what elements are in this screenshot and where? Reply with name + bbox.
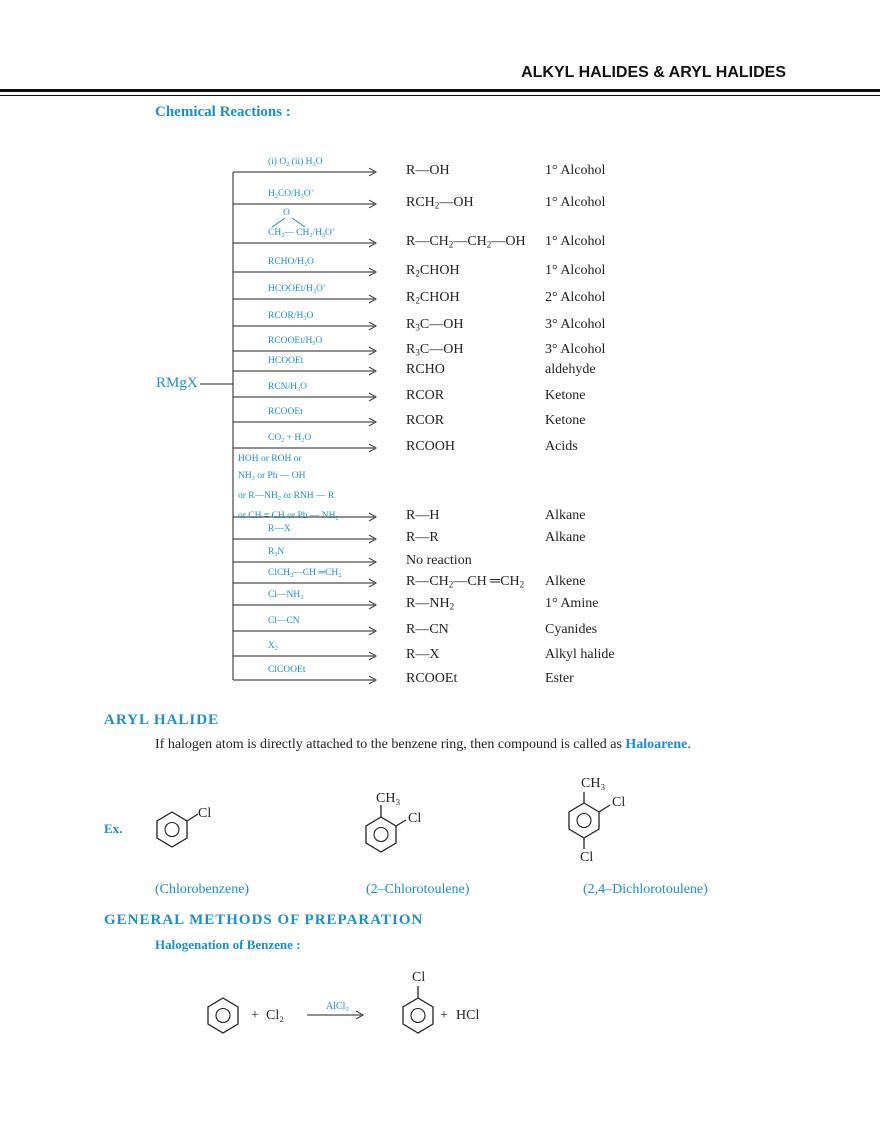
product-class: Alkyl halide [545, 647, 615, 662]
aryl-halide-heading: ARYL HALIDE [104, 712, 220, 728]
halogenation-reaction [0, 960, 880, 1040]
reaction-product: $R—NH_2$ [406, 596, 455, 612]
product-class: aldehyde [545, 362, 596, 377]
aryl-halide-structures [0, 760, 880, 870]
definition-text: If halogen atom is directly attached to the benzene ring, then compound is called as [155, 737, 626, 752]
definition-end: . [687, 737, 691, 752]
halogenation-subheading: Halogenation of Benzene : [155, 937, 301, 952]
reaction-reagent: HCOOEt/$H_3O^+$ [268, 284, 327, 295]
benzene-reactant-structure [208, 998, 238, 1033]
reaction-product: $RCH_2—OH$ [406, 195, 474, 211]
reaction-product: $R_2CHOH$ [406, 290, 460, 306]
reaction-reagent: (i) $O_2$ (ii) $H_3O$ [268, 157, 323, 168]
reaction-reagent: HOH or ROH or $NH_3$ or Ph — OH or $R—NH_2$ or RNH — R or CH ≡ CH or Ph — $NH_2$ [238, 454, 339, 522]
dichlorotoluene-cl-label-2: Cl [580, 850, 594, 865]
chlorotoluene-cl-label: Cl [408, 811, 422, 826]
reaction-reagent: RCN/$H_3O$ [268, 382, 307, 393]
chlorobenzene-cl-label: Cl [198, 806, 212, 821]
reaction-product: R—CN [406, 622, 449, 637]
reaction-reagent: RCHO/$H_3O$ [268, 257, 314, 268]
product-class: Alkane [545, 508, 586, 523]
product-class: 1° Alcohol [545, 234, 606, 249]
product-class: 3° Alcohol [545, 342, 606, 357]
reaction-reagent: $CO_2 + H_2O$ [268, 433, 312, 444]
product-cl-label: Cl [412, 970, 426, 985]
plus-sign-1: + [251, 1008, 259, 1023]
example-name-1: (Chlorobenzene) [155, 882, 250, 897]
reaction-product: RCOOH [406, 439, 456, 454]
reaction-product: RCOR [406, 388, 445, 403]
product-class: 3° Alcohol [545, 317, 606, 332]
product-class: 1° Alcohol [545, 195, 606, 210]
chlorotoluene-structure [366, 791, 421, 852]
product-class: Cyanides [545, 622, 598, 637]
dichlorotoluene-cl-label-1: Cl [612, 795, 626, 810]
product-class: Alkane [545, 530, 586, 545]
reaction-product: No reaction [406, 553, 472, 568]
reaction-product: RCOOEt [406, 671, 458, 686]
reaction-product: RCOR [406, 413, 445, 428]
reaction-product: R—X [406, 647, 440, 662]
reaction-reagent: $H_2CO/H_3O^+$ [268, 189, 315, 200]
reaction-reagent: $X_2$ [268, 641, 278, 652]
product-class: Ketone [545, 388, 586, 403]
reaction-product: $R—CH_2—CH$ $═CH_2$ [406, 574, 525, 590]
catalyst-label: AlCl₃ [326, 1001, 349, 1012]
epoxide-bonds [272, 218, 305, 227]
product-class: 1° Alcohol [545, 263, 606, 278]
reaction-product: $R_2CHOH$ [406, 263, 460, 279]
reaction-reagent: RCOR/$H_3O$ [268, 311, 314, 322]
general-methods-heading: GENERAL METHODS OF PREPARATION [104, 912, 424, 928]
example-name-3: (2,4–Dichlorotoulene) [583, 882, 708, 897]
reagent-epoxide-oxygen: O [283, 208, 290, 218]
reaction-reagent: $R_3N$ [268, 547, 285, 558]
reaction-product: R—H [406, 508, 440, 523]
product-class: Alkene [545, 574, 586, 589]
chemical-reactions-title: Chemical Reactions : [155, 104, 291, 120]
dichlorotoluene-structure [569, 776, 625, 865]
chlorobenzene-structure [157, 806, 211, 847]
product-class: 1° Amine [545, 596, 599, 611]
hcl-product: HCl [456, 1008, 480, 1023]
reaction-product: RCHO [406, 362, 445, 377]
reaction-product: R—R [406, 530, 439, 545]
product-class: 1° Alcohol [545, 163, 606, 178]
product-class: 2° Alcohol [545, 290, 606, 305]
product-class: Ester [545, 671, 574, 686]
reaction-reagent: Cl—CN [268, 616, 300, 626]
reaction-reagent: RCOOEt [268, 407, 303, 417]
dichlorotoluene-ch3-label: CH₃ [581, 776, 606, 791]
reaction-product: $R_3C—OH$ [406, 317, 464, 333]
haloarene-term: Haloarene [625, 737, 688, 752]
reaction-reagent: $CH_2—$ $CH_2/H_3O^+$ [268, 228, 336, 239]
chlorotoluene-ch3-label: CH₃ [376, 791, 401, 806]
reaction-product: $R_3C—OH$ [406, 342, 464, 358]
page-header-title: ALKYL HALIDES & ARYL HALIDES [521, 64, 786, 81]
reaction-reagent: RCOOEt/$H_3O$ [268, 336, 323, 347]
aryl-halide-definition [155, 737, 691, 753]
example-name-2: (2–Chlorotoulene) [366, 882, 470, 897]
grignard-reagent-label: RMgX [156, 375, 198, 391]
reaction-reagent: R—X [268, 524, 291, 534]
reaction-reagent: $Cl—NH_2$ [268, 590, 304, 601]
example-label: Ex. [104, 821, 123, 836]
reaction-reagent: ClCOOEt [268, 665, 306, 675]
plus-sign-2: + [440, 1008, 448, 1023]
reaction-product: R—OH [406, 163, 450, 178]
chlorobenzene-product-structure [403, 986, 433, 1033]
product-class: Acids [545, 439, 578, 454]
chlorine-reagent: Cl₂ [266, 1008, 285, 1023]
reaction-product: $R—CH_2—CH_2—OH$ [406, 234, 526, 250]
product-class: Ketone [545, 413, 586, 428]
reaction-reagent: ClCH$_2$—CH $═CH_2$ [268, 568, 342, 579]
reaction-reagent: HCOOEt [268, 356, 304, 366]
